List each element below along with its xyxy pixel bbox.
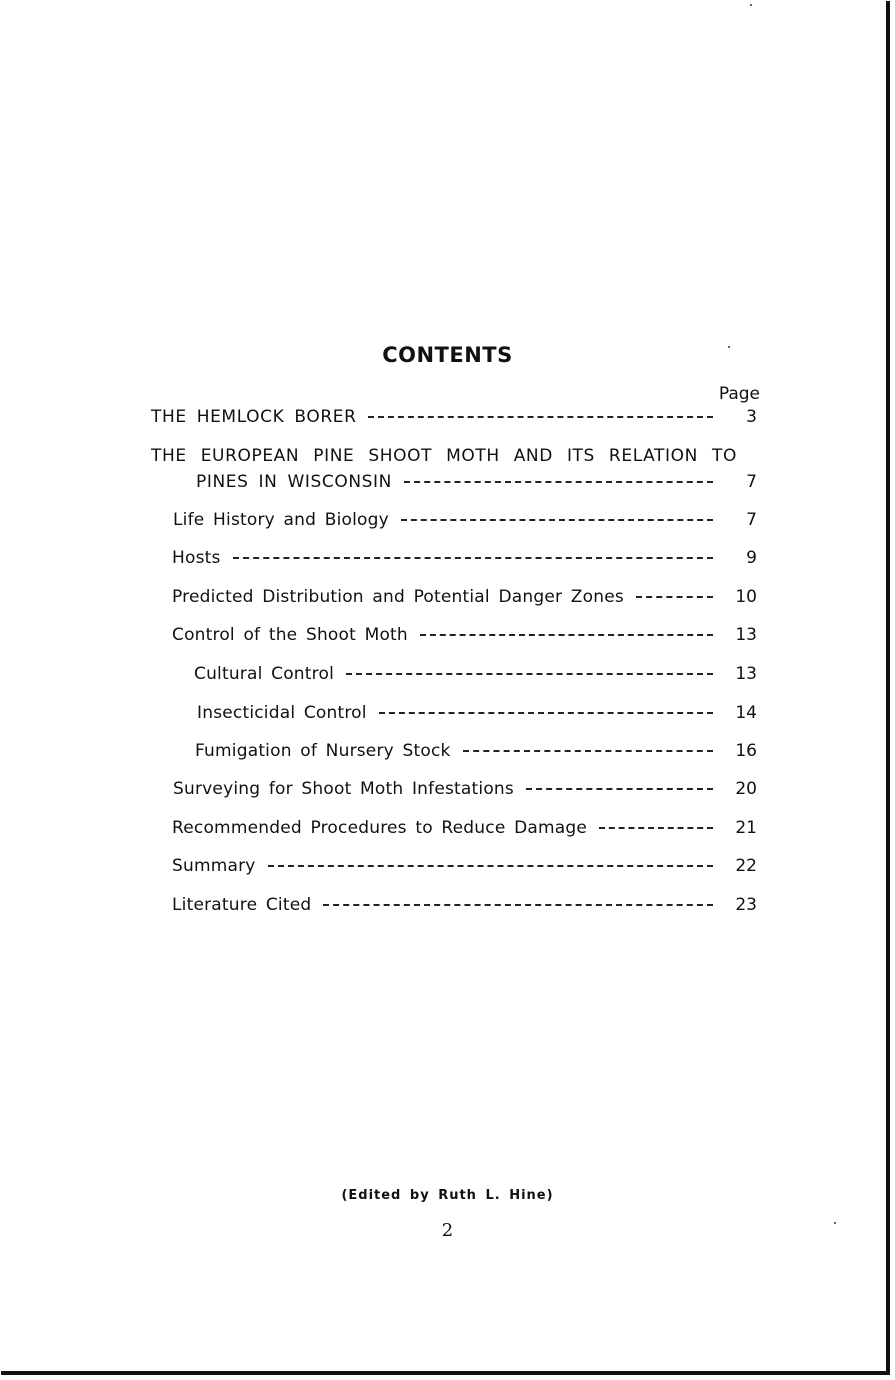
dot-leader (323, 904, 713, 906)
toc-entry-label: THE HEMLOCK BORER (151, 407, 357, 427)
toc-entry-label: Insecticidal Control (197, 703, 367, 723)
toc-entry-page: 7 (746, 472, 757, 492)
toc-entry-page: 7 (746, 510, 757, 530)
page-number: 2 (441, 1220, 454, 1241)
toc-entry-page: 20 (735, 779, 757, 799)
editor-note: (Edited by Ruth L. Hine) (341, 1188, 554, 1203)
toc-entry-label: Predicted Distribution and Potential Danger Zones (172, 587, 624, 607)
contents-title: CONTENTS (382, 343, 513, 367)
toc-entry-summary[interactable] (172, 856, 757, 880)
dot-leader (526, 788, 713, 790)
toc-entry-page: 13 (735, 625, 757, 645)
toc-entry-label: Fumigation of Nursery Stock (195, 741, 451, 761)
dot-leader (401, 519, 713, 521)
dot-leader (404, 481, 713, 483)
toc-entry-control-shoot-moth[interactable] (172, 625, 757, 649)
toc-entry-european-pine-shoot-moth[interactable] (196, 472, 757, 496)
toc-entry-page: 10 (735, 587, 757, 607)
toc-entry-label: Recommended Procedures to Reduce Damage (172, 818, 588, 838)
toc-entry-label: Summary (172, 856, 256, 876)
toc-entry-hosts[interactable] (172, 548, 757, 572)
dot-leader (233, 557, 713, 559)
toc-entry-predicted-distribution[interactable] (172, 587, 757, 611)
toc-entry-page: 22 (735, 856, 757, 876)
page-border (1, 1, 890, 1375)
toc-entry-label-line1: THE EUROPEAN PINE SHOOT MOTH AND ITS RELATION TO (151, 446, 737, 466)
toc-entry-surveying[interactable] (173, 779, 757, 803)
toc-entry-page: 13 (735, 664, 757, 684)
dot-leader (368, 416, 713, 418)
toc-entry-label: Life History and Biology (173, 510, 389, 530)
toc-entry-recommended-procedures[interactable] (172, 818, 757, 842)
toc-entry-label: Surveying for Shoot Moth Infestations (173, 779, 514, 799)
toc-entry-page: 3 (746, 407, 757, 427)
page-column-label: Page (718, 384, 760, 404)
toc-entry-hemlock-borer[interactable] (151, 407, 757, 431)
toc-entry-page: 16 (735, 741, 757, 761)
dot-leader (379, 712, 713, 714)
dot-leader (463, 750, 713, 752)
toc-entry-cultural-control[interactable] (194, 664, 757, 688)
dot-leader (636, 596, 713, 598)
dot-leader (420, 634, 713, 636)
toc-entry-literature-cited[interactable] (172, 895, 757, 919)
toc-entry-insecticidal-control[interactable] (197, 703, 757, 727)
dot-leader (346, 673, 713, 675)
toc-entry-page: 14 (735, 703, 757, 723)
scan-speck (750, 4, 752, 6)
toc-entry-label: Literature Cited (172, 895, 312, 915)
toc-entry-label: Control of the Shoot Moth (172, 625, 408, 645)
toc-entry-life-history[interactable] (173, 510, 757, 534)
toc-entry-page: 9 (746, 548, 757, 568)
toc-entry-page: 23 (735, 895, 757, 915)
toc-entry-label: Hosts (172, 548, 221, 568)
toc-entry-fumigation[interactable] (195, 741, 757, 765)
toc-entry-label: Cultural Control (194, 664, 334, 684)
dot-leader (599, 827, 713, 829)
toc-entry-page: 21 (735, 818, 757, 838)
dot-leader (268, 865, 713, 867)
toc-entry-label: PINES IN WISCONSIN (196, 472, 392, 492)
